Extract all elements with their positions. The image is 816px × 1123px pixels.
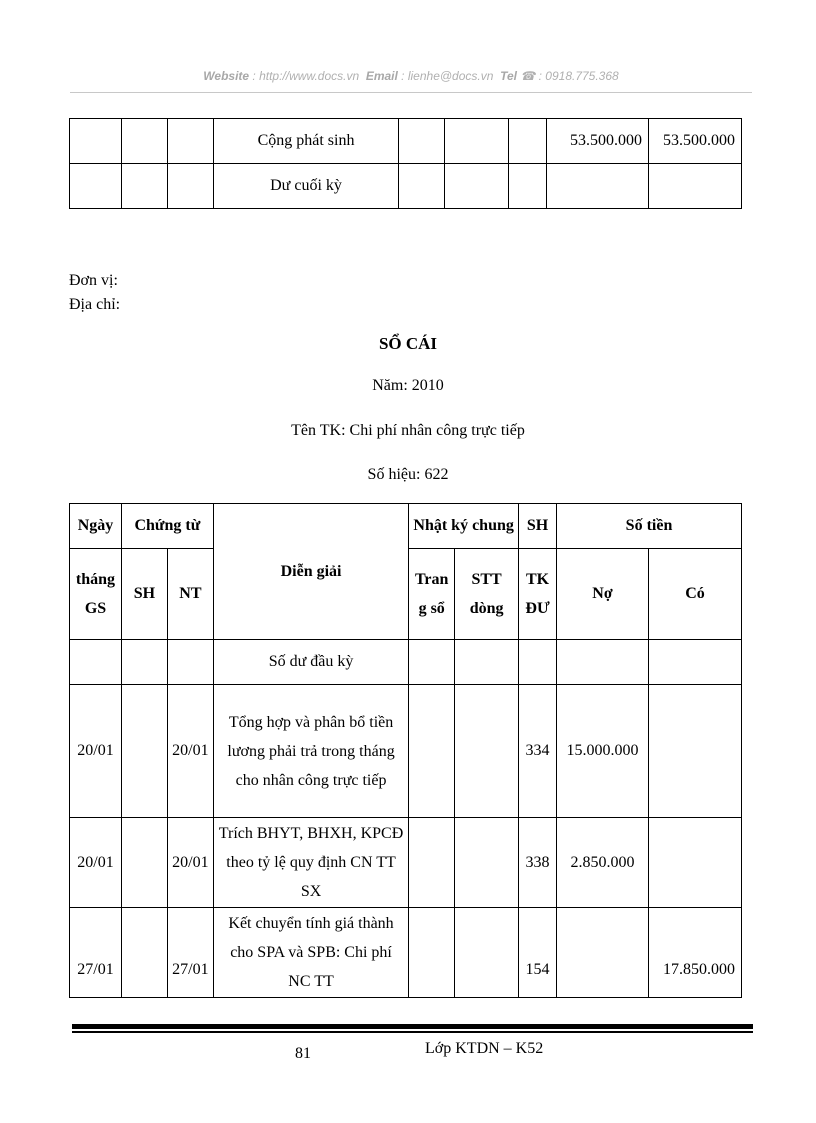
row-trang <box>409 818 455 908</box>
header-row <box>70 504 742 549</box>
account-number: Số hiệu: 622 <box>367 466 449 483</box>
row-description: Kết chuyển tính giá thành cho SPA và SPB: Chi phí NC TT <box>213 908 408 998</box>
row-tk: 338 <box>519 818 557 908</box>
row-date: 20/01 <box>70 818 122 908</box>
footer-rule-thick <box>72 1024 753 1029</box>
header-sh-tk: SH <box>519 504 557 549</box>
row-nt: 20/01 <box>167 685 213 818</box>
header-sh: SH <box>121 549 167 640</box>
account-name: Tên TK: Chi phí nhân công trực tiếp <box>291 422 525 439</box>
row-debit <box>557 908 649 998</box>
row-tk: 154 <box>519 908 557 998</box>
table-row <box>70 908 742 998</box>
row-nt: 20/01 <box>167 818 213 908</box>
tel-value: : 0918.775.368 <box>538 69 619 83</box>
ledger-title: SỔ CÁI <box>378 334 438 353</box>
previous-ledger-table <box>69 118 742 209</box>
closing-balance-label: Dư cuối kỳ <box>213 164 399 209</box>
general-ledger-table <box>69 503 742 998</box>
email-label: Email <box>365 69 398 83</box>
row-description: Tổng hợp và phân bổ tiền lương phải trả trong tháng cho nhân công trực tiếp <box>213 685 408 818</box>
class-name: Lớp KTDN – K52 <box>425 1040 544 1057</box>
row-stt <box>455 818 519 908</box>
row-debit: 15.000.000 <box>557 685 649 818</box>
ledger-year: Năm: 2010 <box>372 377 444 394</box>
total-credit: 53.500.000 <box>648 119 741 164</box>
header-nhat-ky-chung: Nhật ký chung <box>409 504 519 549</box>
table-row <box>70 818 742 908</box>
header-chung-tu: Chứng từ <box>121 504 213 549</box>
table-row <box>70 119 742 164</box>
header-co: Có <box>648 549 741 640</box>
header-dien-giai: Diễn giải <box>213 504 408 640</box>
page-header <box>70 66 752 93</box>
row-description: Trích BHYT, BHXH, KPCĐ theo tỷ lệ quy định CN TT SX <box>213 818 408 908</box>
website-label: Website <box>203 69 250 83</box>
row-sh <box>121 908 167 998</box>
total-debit: 53.500.000 <box>547 119 649 164</box>
row-sh <box>121 818 167 908</box>
row-sh <box>121 685 167 818</box>
table-row <box>70 164 742 209</box>
row-trang <box>409 908 455 998</box>
address-label: Địa chỉ: <box>69 296 121 313</box>
row-trang <box>409 685 455 818</box>
header-thang-gs: tháng GS <box>70 549 122 640</box>
row-credit: 17.850.000 <box>648 908 741 998</box>
phone-icon: ☎ <box>520 69 536 83</box>
row-stt <box>455 908 519 998</box>
row-date: 20/01 <box>70 685 122 818</box>
opening-balance-label: Số dư đầu kỳ <box>213 640 408 685</box>
row-tk: 334 <box>519 685 557 818</box>
row-debit: 2.850.000 <box>557 818 649 908</box>
row-credit <box>648 685 741 818</box>
header-trang-so: Tran g sổ <box>409 549 455 640</box>
page-number: 81 <box>295 1045 311 1062</box>
email-value: : lienhe@docs.vn <box>401 69 494 83</box>
website-value: : http://www.docs.vn <box>252 69 360 83</box>
unit-label: Đơn vị: <box>69 272 118 289</box>
row-credit <box>648 818 741 908</box>
header-nt: NT <box>167 549 213 640</box>
header-ngay: Ngày <box>70 504 122 549</box>
row-date: 27/01 <box>70 908 122 998</box>
table-row <box>70 685 742 818</box>
header-so-tien: Số tiền <box>557 504 742 549</box>
tel-label: Tel <box>500 69 517 83</box>
total-label: Cộng phát sinh <box>213 119 399 164</box>
footer-rule-thin <box>72 1031 753 1033</box>
opening-balance-row <box>70 640 742 685</box>
header-no: Nợ <box>557 549 649 640</box>
header-tk-du: TK ĐƯ <box>519 549 557 640</box>
row-nt: 27/01 <box>167 908 213 998</box>
row-stt <box>455 685 519 818</box>
header-stt-dong: STT dòng <box>455 549 519 640</box>
